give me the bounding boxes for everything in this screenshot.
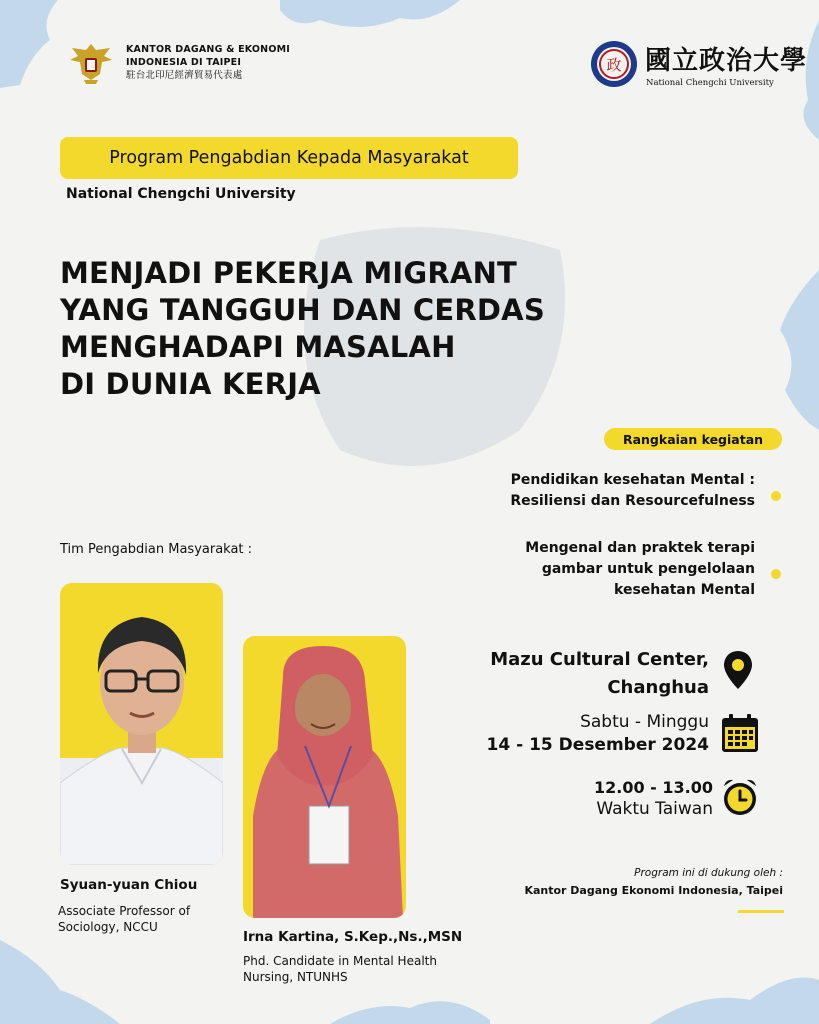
- calendar-icon: [720, 712, 760, 754]
- kdei-line2: INDONESIA DI TAIPEI: [126, 57, 242, 68]
- activity-line: kesehatan Mental: [614, 582, 755, 598]
- support-organization: Kantor Dagang Ekonomi Indonesia, Taipei: [524, 884, 783, 897]
- activity-line: Resiliensi dan Resourcefulness: [510, 493, 755, 509]
- member-photo-1: [60, 583, 223, 865]
- kdei-line1: KANTOR DAGANG & EKONOMI: [126, 44, 290, 55]
- member-name-2: Irna Kartina, S.Kep.,Ns.,MSN: [243, 929, 463, 945]
- role-line: Nursing, NTUNHS: [243, 970, 348, 984]
- title-line: MENJADI PEKERJA MIGRANT: [60, 256, 518, 290]
- bullet-dot: [771, 491, 781, 501]
- member-role-2: [243, 953, 437, 985]
- blue-splash-bottom: [330, 990, 490, 1024]
- member-name-1: Syuan-yuan Chiou: [60, 877, 198, 893]
- blue-splash-right: [770, 270, 819, 430]
- location-pin-icon: [722, 650, 754, 690]
- location-line2: Changhua: [607, 677, 709, 698]
- portrait-man: [60, 583, 223, 865]
- member-photo-2: [243, 636, 406, 918]
- blue-splash-top: [280, 0, 460, 40]
- title-line: MENGHADAPI MASALAH: [60, 330, 456, 364]
- event-dates: 14 - 15 Desember 2024: [486, 735, 709, 755]
- nccu-english-name: National Chengchi University: [646, 78, 774, 88]
- role-line: Phd. Candidate in Mental Health: [243, 954, 437, 968]
- role-line: Associate Professor of: [58, 904, 191, 918]
- title-line: DI DUNIA KERJA: [60, 367, 321, 401]
- event-time: 12.00 - 13.00: [594, 778, 713, 797]
- event-days: Sabtu - Minggu: [580, 712, 709, 732]
- bullet-dot: [771, 569, 781, 579]
- activity-line: Pendidikan kesehatan Mental :: [510, 472, 755, 488]
- blue-splash-bottom-right: [650, 960, 819, 1024]
- support-note: Program ini di dukung oleh :: [634, 867, 783, 879]
- event-title: [60, 255, 545, 403]
- program-institution: National Chengchi University: [66, 186, 296, 202]
- event-timezone: Waktu Taiwan: [596, 799, 713, 819]
- role-line: Sociology, NCCU: [58, 920, 158, 934]
- member-role-1: [58, 903, 190, 935]
- nccu-seal-icon: [590, 40, 638, 88]
- activity-line: gambar untuk pengelolaan: [541, 561, 755, 577]
- nccu-chinese-name: 國立政治大學: [645, 46, 808, 76]
- svg-text:政: 政: [606, 56, 622, 74]
- title-line: YANG TANGGUH DAN CERDAS: [60, 293, 545, 327]
- alarm-clock-icon: [720, 776, 760, 818]
- blue-splash-right-top: [790, 20, 819, 140]
- kdei-name: [126, 43, 290, 82]
- location-line1: Mazu Cultural Center,: [490, 649, 709, 670]
- event-location: [490, 646, 709, 702]
- kdei-line3: 駐台北印尼經濟貿易代表處: [126, 70, 243, 81]
- blue-splash-top-left: [0, 0, 70, 90]
- program-banner: Program Pengabdian Kepada Masyarakat: [60, 137, 518, 179]
- blue-splash-bottom-left: [0, 930, 120, 1024]
- portrait-woman: [243, 636, 406, 918]
- activity-item-1: [510, 470, 755, 512]
- garuda-emblem-icon: [66, 40, 116, 86]
- activities-label: Rangkaian kegiatan: [604, 428, 782, 450]
- activity-line: Mengenal dan praktek terapi: [525, 540, 755, 556]
- divider: [738, 910, 784, 913]
- activity-item-2: [525, 538, 755, 601]
- team-label: Tim Pengabdian Masyarakat :: [60, 542, 253, 557]
